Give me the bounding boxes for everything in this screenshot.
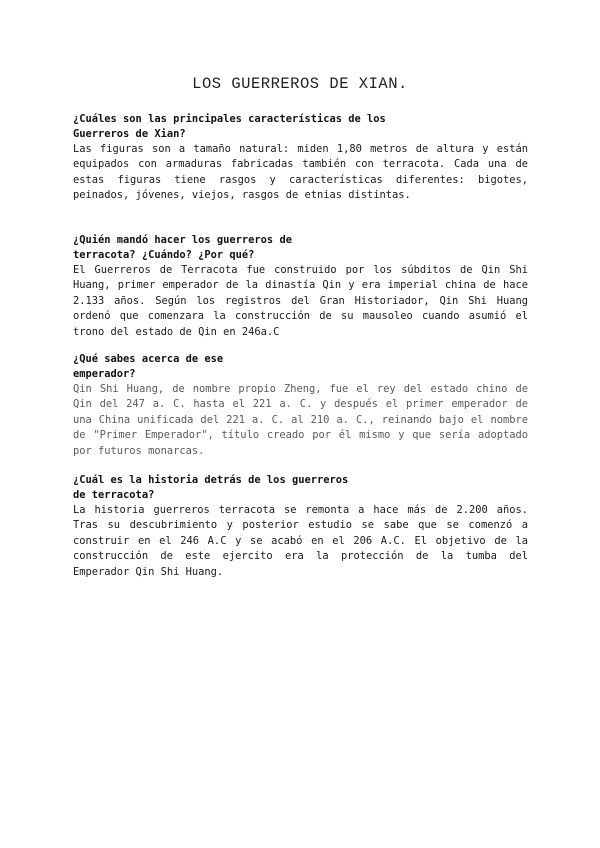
question-line: ¿Quién mandó hacer los guerreros de xyxy=(73,234,292,246)
question-line: ¿Qué sabes acerca de ese xyxy=(73,353,224,365)
answer-paragraph: El Guerreros de Terracota fue construido por los súbditos de Qin Shi Huang, primer emperador de la dinastía Qin y era imperial china de hace 2.133 años. Según los registros del Gran Historiador, Qin Shi Huang ordenó que comenzara la construcción de su mausoleo cuando asumió el trono del estado de Qin en 246a.C xyxy=(73,264,528,338)
question-heading xyxy=(73,233,528,263)
question-heading xyxy=(73,112,528,142)
question-line: emperador? xyxy=(73,368,136,380)
question-heading xyxy=(73,352,528,382)
section-emperor xyxy=(73,352,528,459)
question-heading xyxy=(73,473,528,503)
question-line: ¿Cuál es la historia detrás de los guerreros xyxy=(73,474,349,486)
section-who-ordered xyxy=(73,233,528,340)
question-line: ¿Cuáles son las principales características de los xyxy=(73,113,386,125)
answer-paragraph: La historia guerreros terracota se remonta a hace más de 2.200 años. Tras su descubrimiento y posterior estudio se sabe que se comenzó a construir en el 246 A.C y se acabó en el 206 A.C. El objetivo de la construcción de este ejercito era la protección de la tumba del Emperador Qin Shi Huang. xyxy=(73,504,528,578)
question-line: terracota? ¿Cuándo? ¿Por qué? xyxy=(73,249,255,261)
answer-paragraph: Las figuras son a tamaño natural: miden 1,80 metros de altura y están equipados con armaduras fabricadas también con terracota. Cada una de estas figuras tiene rasgos y características diferentes: bigotes, peinados, jóvenes, viejos, rasgos de etnias distintas. xyxy=(73,143,528,202)
section-history xyxy=(73,473,528,580)
section-characteristics xyxy=(73,112,528,204)
question-line: de terracota? xyxy=(73,489,155,501)
page-title: LOS GUERREROS DE XIAN. xyxy=(192,75,408,93)
question-line: Guerreros de Xian? xyxy=(73,128,186,140)
answer-paragraph: Qin Shi Huang, de nombre propio Zheng, fue el rey del estado chino de Qin del 247 a. C. hasta el 221 a. C. y después el primer emperador de una China unificada del 221 a. C. al 210 a. C., reinando bajo el nombre de "Primer Emperador", título creado por él mismo y que sería adoptado por futuros monarcas. xyxy=(73,383,528,457)
